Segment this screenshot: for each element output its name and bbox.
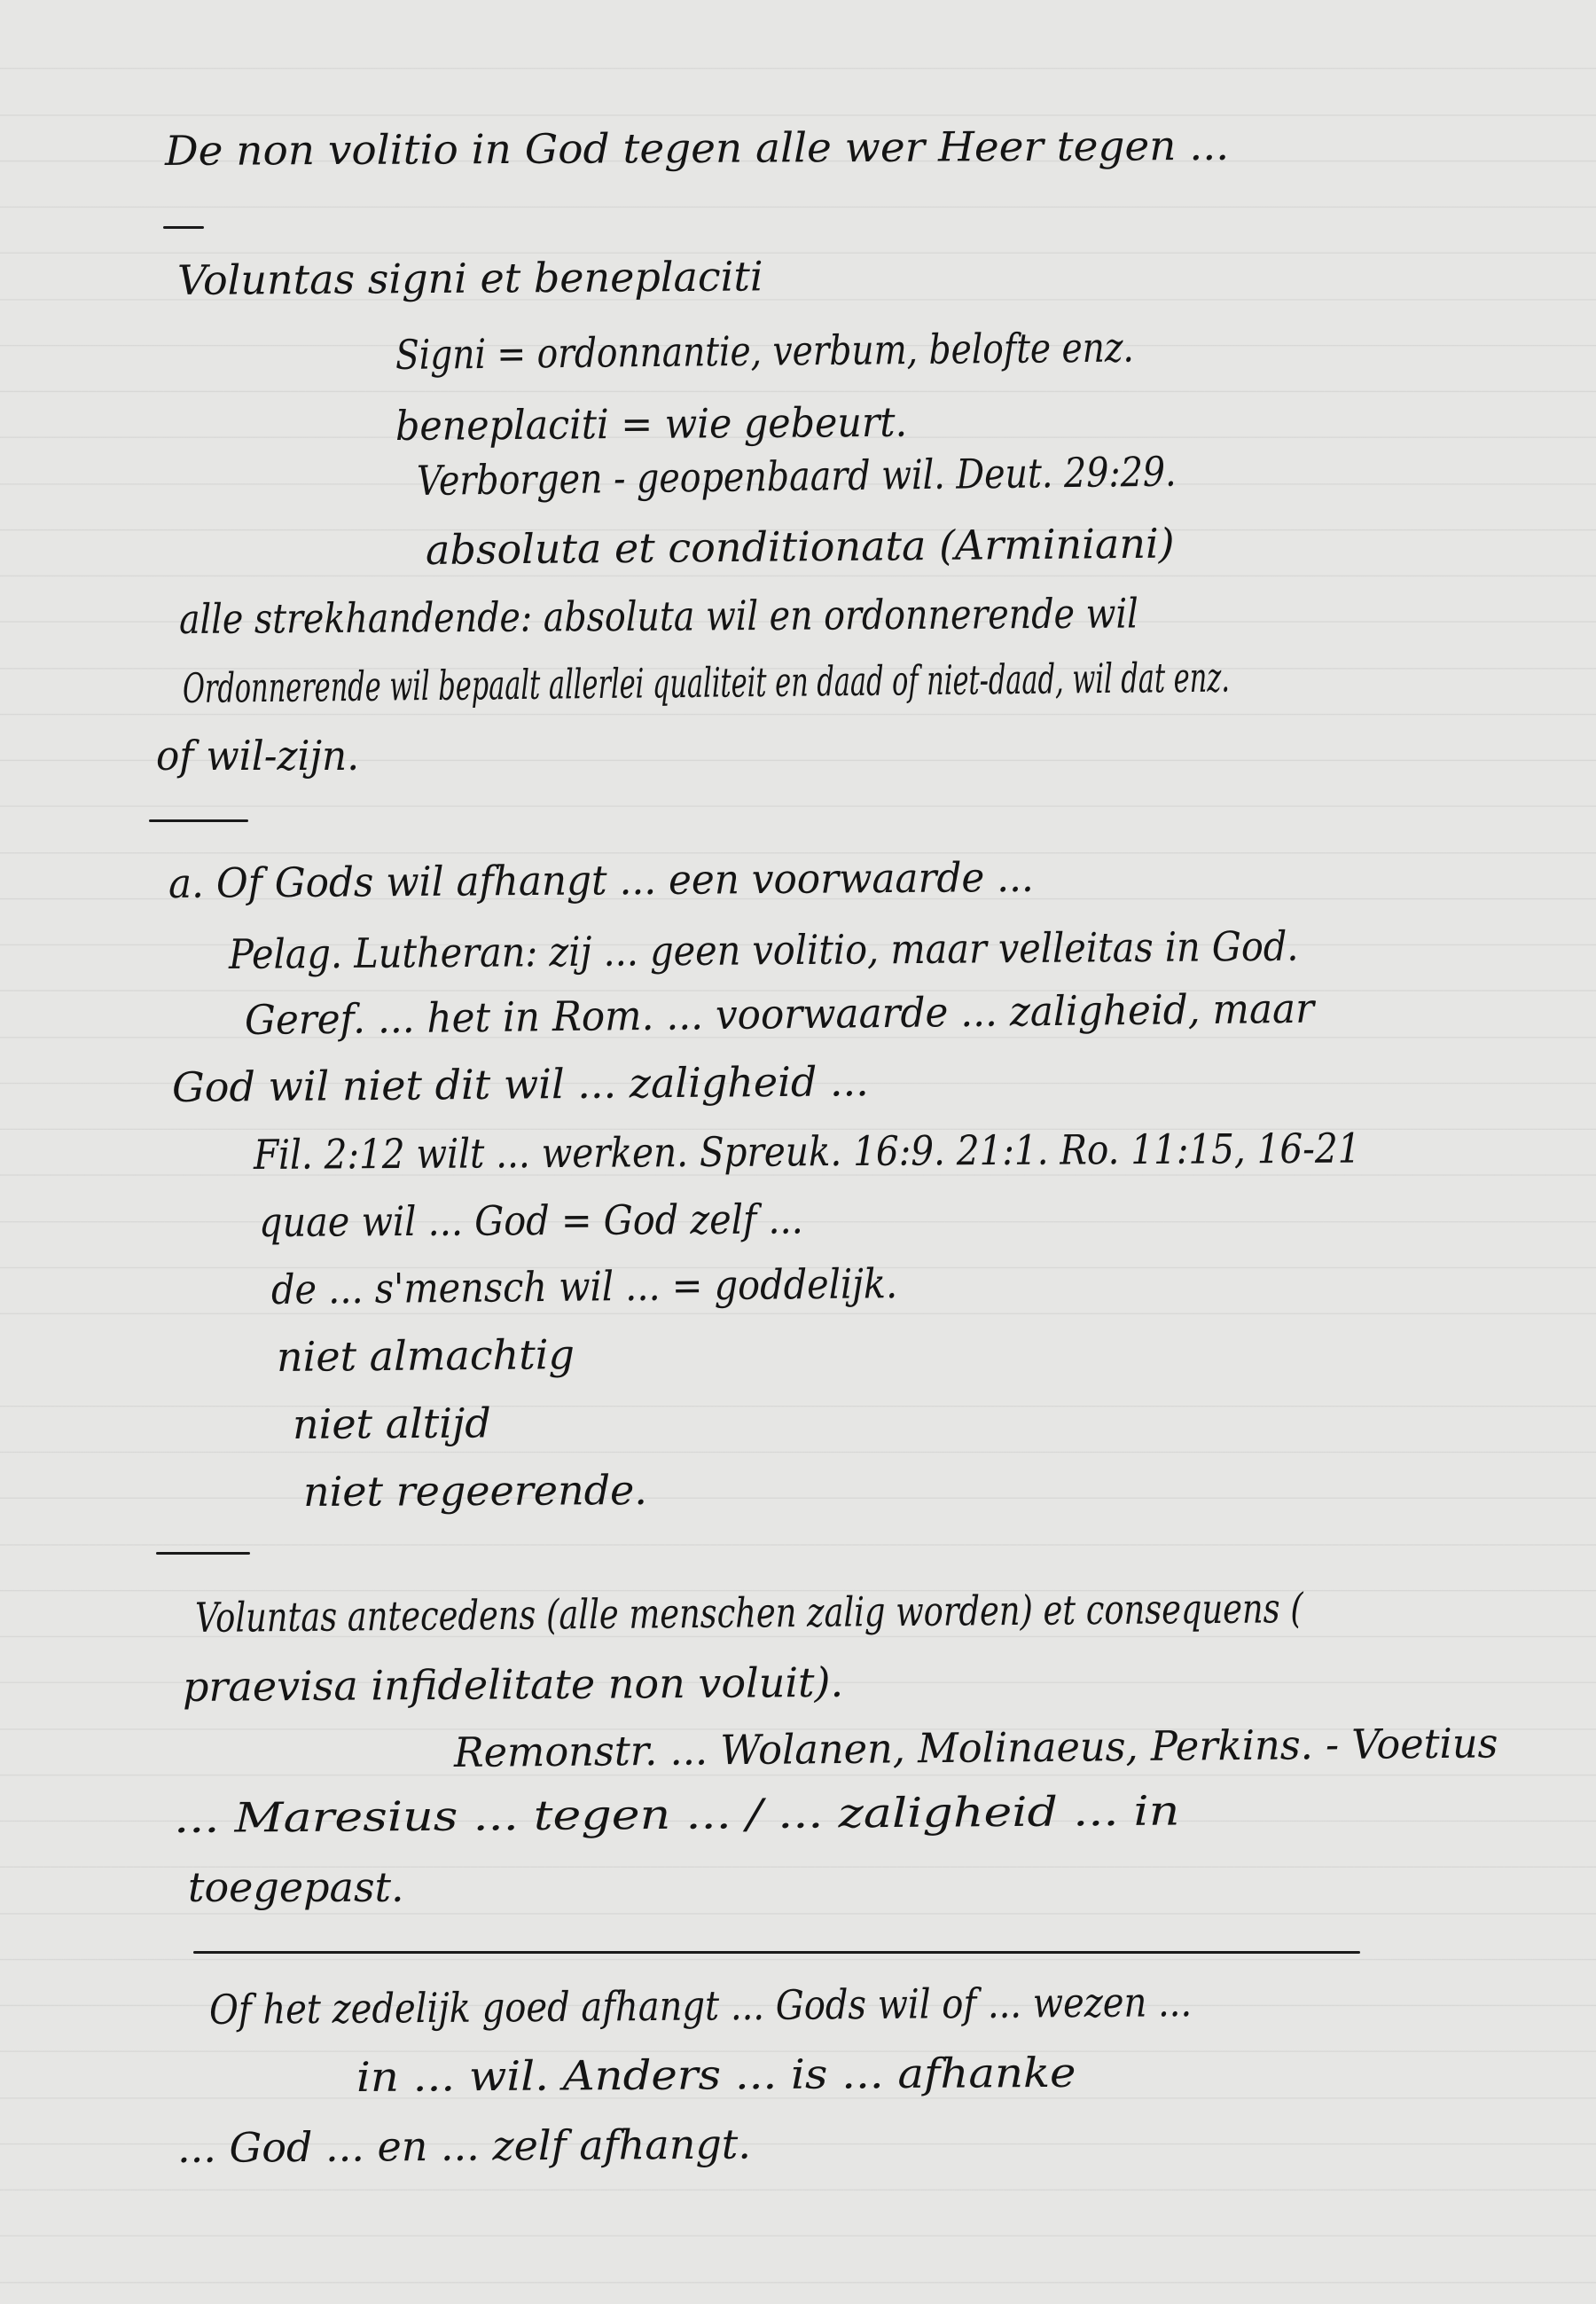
handwritten-line: quae wil ... God = God zelf ...: [258, 1195, 804, 1246]
handwritten-line: in ... wil. Anders ... is ... afhanke: [356, 2048, 1076, 2101]
handwritten-line: Verborgen - geopenbaard wil. Deut. 29:29.: [416, 447, 1177, 505]
handwritten-line: ... God ... en ... zelf afhangt.: [176, 2120, 752, 2172]
handwritten-line: God wil niet dit wil ... zaligheid ...: [171, 1057, 870, 1111]
section-divider: [193, 1951, 1360, 1954]
handwritten-line: Geref. ... het in Rom. ... voorwaarde ... zaligheid, maar: [244, 984, 1315, 1044]
handwritten-line: niet altijd: [292, 1399, 491, 1448]
section-divider: [156, 1552, 250, 1555]
handwritten-line: Remonstr. ... Wolanen, Molinaeus, Perkins. - Voetius: [453, 1719, 1498, 1776]
handwritten-line: Signi = ordonnantie, verbum, belofte enz.: [395, 323, 1135, 379]
handwritten-line: de ... s'mensch wil ... = goddelijk.: [270, 1259, 898, 1313]
handwritten-line: Of het zedelijk goed afhangt ... Gods wil of ... wezen ...: [208, 1978, 1193, 2034]
handwritten-line: toegepast.: [188, 1863, 404, 1911]
handwritten-line: Ordonnerende wil bepaalt allerlei qualiteit en daad of niet-daad, wil dat enz.: [182, 653, 1231, 712]
handwritten-line: ... Maresius ... tegen ... / ... zaligheid ... in: [173, 1786, 1180, 1842]
handwritten-line: Pelag. Lutheran: zij ... geen volitio, maar velleitas in God.: [228, 921, 1299, 978]
handwritten-line: niet almachtig: [276, 1330, 575, 1381]
handwritten-line: absoluta et conditionata (Arminiani): [425, 519, 1175, 574]
handwritten-line: alle strekhandende: absoluta wil en ordonnerende wil: [178, 589, 1138, 643]
handwritten-line: Voluntas signi et beneplaciti: [176, 252, 763, 304]
handwritten-line: a. Of Gods wil afhangt ... een voorwaarde ...: [168, 852, 1034, 907]
handwritten-line: praevisa infidelitate non voluit).: [182, 1657, 844, 1711]
handwritten-line: Voluntas antecedens (alle menschen zalig worden) et consequens (: [194, 1584, 1303, 1642]
section-divider: [163, 226, 204, 229]
handwritten-line: beneplaciti = wie gebeurt.: [395, 397, 908, 450]
handwritten-line: Fil. 2:12 wilt ... werken. Spreuk. 16:9. 21:1. Ro. 11:15, 16-21: [253, 1124, 1361, 1179]
section-divider: [149, 819, 248, 822]
handwritten-line: niet regeerende.: [302, 1465, 648, 1516]
handwritten-line: of wil-zijn.: [156, 732, 360, 780]
handwritten-line: De non volitio in God tegen alle wer Heer tegen ...: [164, 121, 1230, 175]
